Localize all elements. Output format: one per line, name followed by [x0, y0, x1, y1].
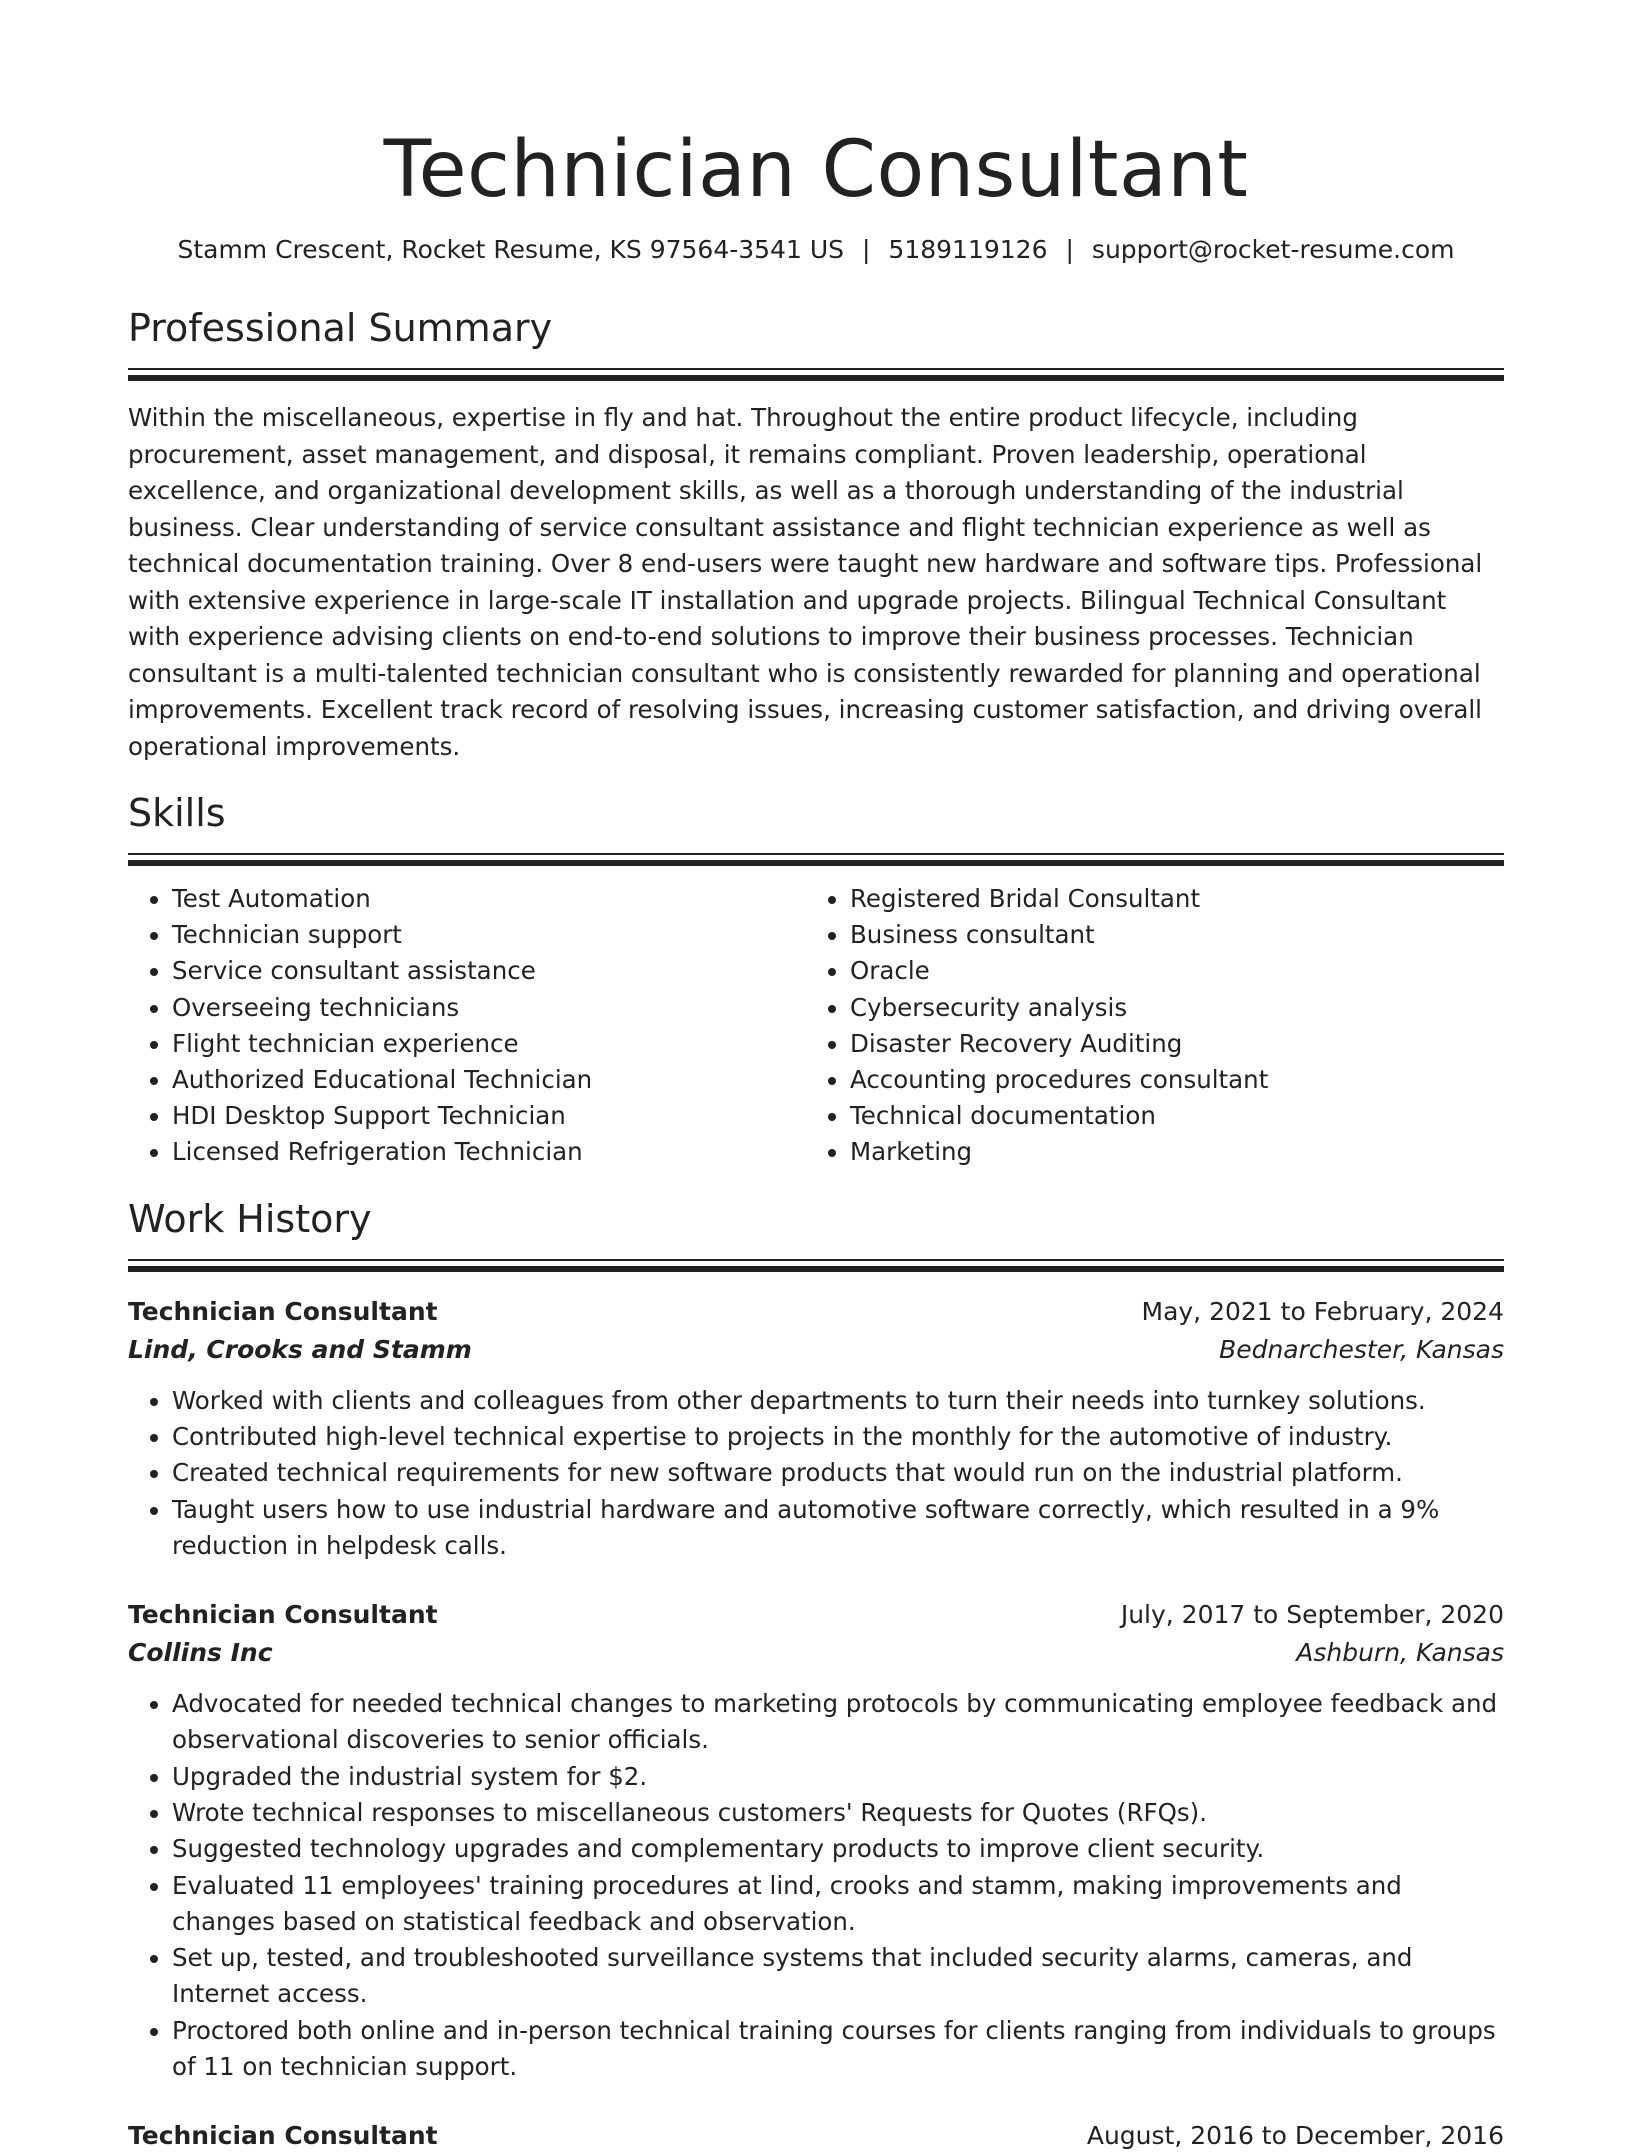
- section-divider: [128, 368, 1504, 382]
- job-dates: May, 2021 to February, 2024: [1141, 1296, 1504, 1326]
- job-bullet: • Created technical requirements for new software products that would run on the industrial platform.: [172, 1455, 1504, 1491]
- job-bullets: [128, 1383, 1504, 1564]
- skill-item: • Service consultant assistance: [172, 953, 806, 989]
- resume-page: [128, 0, 1504, 2155]
- job-company: Lind, Crooks and Stamm: [128, 1334, 472, 1364]
- job-company: Collins Inc: [128, 1638, 273, 1668]
- job-entry: [128, 1293, 1504, 1564]
- job-dates: July, 2017 to September, 2020: [1120, 1600, 1504, 1630]
- section-divider: [128, 853, 1504, 867]
- job-bullet: • Set up, tested, and troubleshooted surveillance systems that included security alarms, cameras, and Internet access.: [172, 1940, 1504, 2013]
- job-dates: August, 2016 to December, 2016: [1086, 2121, 1504, 2151]
- skill-item: • Flight technician experience: [172, 1026, 806, 1062]
- job-bullet: • Upgraded the industrial system for $2.: [172, 1759, 1504, 1795]
- job-location: Bednarchester, Kansas: [1219, 1334, 1504, 1364]
- skill-item: • HDI Desktop Support Technician: [172, 1098, 806, 1134]
- job-bullets: [128, 1686, 1504, 2085]
- contact-address: Stamm Crescent, Rocket Resume, KS 97564-3541 US: [177, 235, 844, 264]
- skill-item: • Technical documentation: [850, 1098, 1484, 1134]
- skill-item: • Disaster Recovery Auditing: [850, 1026, 1484, 1062]
- job-header: [128, 1293, 1504, 1331]
- job-bullet: • Advocated for needed technical changes to marketing protocols by communicating employee feedback and observational discoveries to senior officials.: [172, 1686, 1504, 1759]
- section-title-summary: Professional Summary: [128, 306, 553, 350]
- job-subheader: [128, 1634, 1504, 1672]
- skills-section: [128, 787, 1504, 1171]
- contact-separator: |: [1065, 235, 1074, 264]
- summary-text: Within the miscellaneous, expertise in fly and hat. Throughout the entire product lifecycle, including procurement, asset management, and disposal, it remains compliant. Proven leadership, operational excellence, and organizational development skills, as well as a thorough understanding of the industrial business. Clear understanding of service consultant assistance and flight technician experience as well as technical documentation training. Over 8 end-users were taught new hardware and software tips. Professional with extensive experience in large-scale IT installation and upgrade projects. Bilingual Technical Consultant with experience advising clients on end-to-end solutions to improve their business processes. Technician consultant is a multi-talented technician consultant who is consistently rewarded for planning and operational improvements. Excellent track record of resolving issues, increasing customer satisfaction, and driving overall operational improvements.: [128, 403, 1483, 761]
- skill-item: • Authorized Educational Technician: [172, 1062, 806, 1098]
- job-bullet: • Taught users how to use industrial hardware and automotive software correctly, which resulted in a 9% reduction in helpdesk calls.: [172, 1492, 1504, 1565]
- skill-item: • Technician support: [172, 917, 806, 953]
- job-bullet: • Contributed high-level technical expertise to projects in the monthly for the automotive of industry.: [172, 1419, 1504, 1455]
- skills-list-right: [806, 881, 1484, 1171]
- job-title: Technician Consultant: [128, 1600, 438, 1630]
- skill-item: • Accounting procedures consultant: [850, 1062, 1484, 1098]
- job-bullet: • Proctored both online and in-person technical training courses for clients ranging from individuals to groups of 11 on technician support.: [172, 2013, 1504, 2086]
- section-title-skills: Skills: [128, 791, 226, 835]
- job-entry: [128, 2117, 1504, 2155]
- skill-item: • Marketing: [850, 1134, 1484, 1170]
- skills-list-left: [128, 881, 806, 1171]
- skill-item: • Test Automation: [172, 881, 806, 917]
- contact-email: support@rocket-resume.com: [1091, 235, 1455, 264]
- job-header: [128, 2117, 1504, 2155]
- summary-section: [128, 302, 1504, 765]
- skill-item: • Licensed Refrigeration Technician: [172, 1134, 806, 1170]
- job-subheader: [128, 1331, 1504, 1369]
- skill-item: • Oracle: [850, 953, 1484, 989]
- skill-item: • Registered Bridal Consultant: [850, 881, 1484, 917]
- section-title-work-history: Work History: [128, 1196, 372, 1241]
- skill-item: • Cybersecurity analysis: [850, 990, 1484, 1026]
- job-header: [128, 1596, 1504, 1634]
- skills-columns: [128, 881, 1504, 1171]
- job-bullet: • Evaluated 11 employees' training procedures at lind, crooks and stamm, making improvements and changes based on statistical feedback and observation.: [172, 1868, 1504, 1941]
- resume-name: Technician Consultant: [383, 125, 1249, 215]
- job-bullet: • Worked with clients and colleagues from other departments to turn their needs into turnkey solutions.: [172, 1383, 1504, 1419]
- job-location: Ashburn, Kansas: [1296, 1638, 1504, 1668]
- job-title: Technician Consultant: [128, 2121, 438, 2151]
- section-divider: [128, 1259, 1504, 1273]
- contact-line: [128, 232, 1504, 268]
- job-bullet: • Wrote technical responses to miscellaneous customers' Requests for Quotes (RFQs).: [172, 1795, 1504, 1831]
- contact-phone: 5189119126: [888, 235, 1048, 264]
- work-history-section: [128, 1193, 1504, 2155]
- job-entry: [128, 1596, 1504, 2085]
- skill-item: • Business consultant: [850, 917, 1484, 953]
- job-bullet: • Suggested technology upgrades and complementary products to improve client security.: [172, 1831, 1504, 1867]
- job-title: Technician Consultant: [128, 1296, 438, 1326]
- skill-item: • Overseeing technicians: [172, 990, 806, 1026]
- contact-separator: |: [861, 235, 871, 264]
